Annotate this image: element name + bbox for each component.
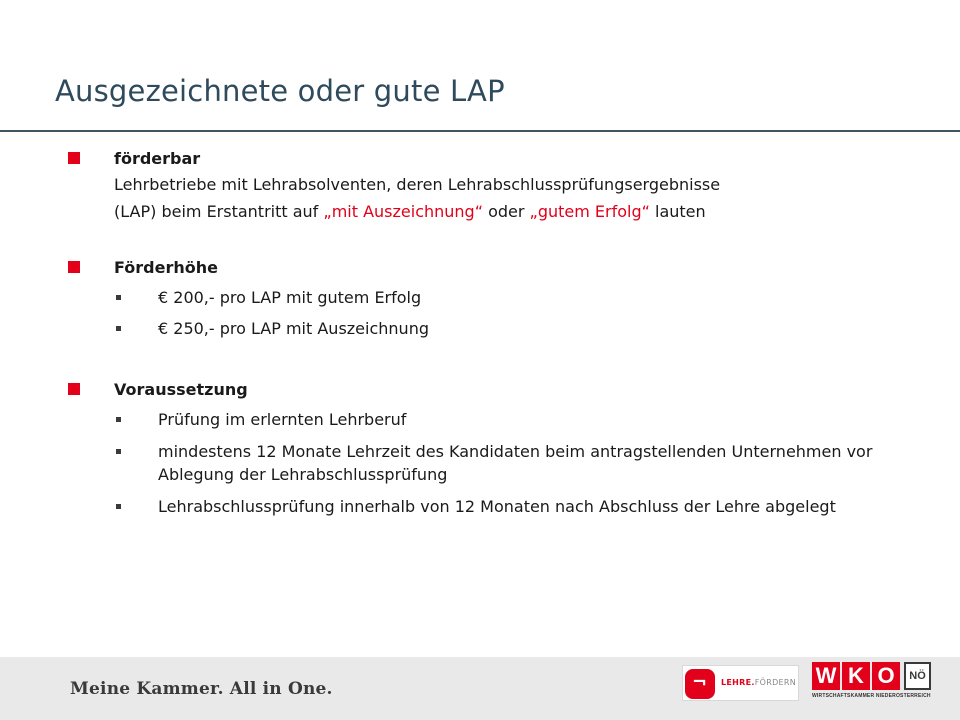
list-item-text: € 200,- pro LAP mit gutem Erfolg [158, 288, 422, 307]
text-segment: oder [483, 202, 530, 221]
red-square-bullet [68, 383, 80, 395]
red-square-bullet [68, 152, 80, 164]
wko-subtitle: WIRTSCHAFTSKAMMER NIEDERÖSTERREICH [812, 693, 931, 699]
footer-bar [0, 657, 960, 720]
section-heading: förderbar [114, 149, 201, 168]
wko-letter: W [812, 662, 840, 690]
square-bullet [116, 417, 121, 422]
highlight-text: „mit Auszeichnung“ [323, 202, 483, 221]
list-item-text: mindestens 12 Monate Lehrzeit des Kandidaten beim antragstellenden Unternehmen vor Ablegung der Lehrabschlussprüfung [158, 442, 873, 484]
slide-title: Ausgezeichnete oder gute LAP [55, 74, 505, 108]
section-heading: Förderhöhe [114, 258, 218, 277]
wko-letter: O [872, 662, 900, 690]
footer-slogan: Meine Kammer. All in One. [70, 679, 333, 699]
lehre-foerdern-logo [682, 665, 799, 701]
title-divider [0, 130, 960, 132]
list-item-text: € 250,- pro LAP mit Auszeichnung [158, 319, 429, 338]
lehre-logo-icon: ¬ [685, 669, 715, 699]
highlight-text: „gutem Erfolg“ [529, 202, 650, 221]
wko-letter: K [842, 662, 870, 690]
lehre-logo-text: LEHRE.FÖRDERN [721, 678, 797, 687]
square-bullet [116, 504, 121, 509]
section-text-line: Lehrbetriebe mit Lehrabsolventen, deren Lehrabschlussprüfungsergebnisse [114, 175, 721, 194]
wko-logo [812, 662, 932, 706]
list-item-text: Prüfung im erlernten Lehrberuf [158, 410, 407, 429]
square-bullet [116, 449, 121, 454]
red-square-bullet [68, 261, 80, 273]
text-segment: (LAP) beim Erstantritt auf [114, 202, 324, 221]
list-item-text: Lehrabschlussprüfung innerhalb von 12 Monaten nach Abschluss der Lehre abgelegt [158, 497, 836, 516]
section-text-line [114, 200, 706, 224]
square-bullet [116, 326, 121, 331]
text-segment: lauten [649, 202, 706, 221]
square-bullet [116, 295, 121, 300]
section-heading: Voraussetzung [114, 380, 248, 399]
wko-region-badge: NÖ [904, 662, 931, 690]
